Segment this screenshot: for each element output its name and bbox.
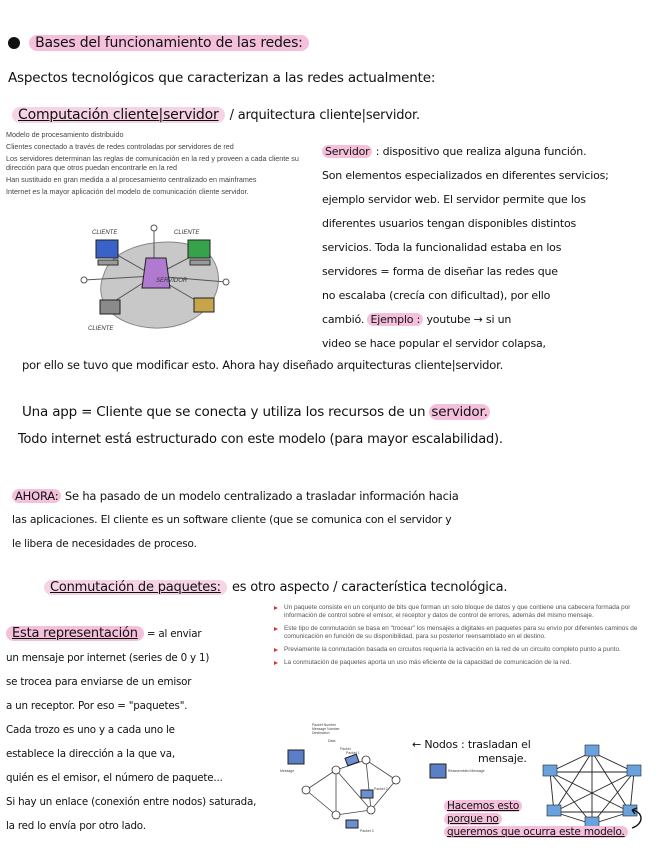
packet-icon [345, 754, 359, 766]
ahora-line: las aplicaciones. El cliente es un software cliente (que se comunica con el servidor y [12, 513, 452, 526]
hacemos-line-1: Hacemos esto [444, 800, 522, 812]
mesh-computer-icon [543, 765, 557, 776]
section-title-row [8, 32, 368, 51]
packet-icon [361, 790, 373, 798]
diagram2-label: Packet [340, 747, 351, 751]
packet-bullet: Previamente la conmutación basada en circuitos requería la activación en la red de un circuito completo punto a punto. [274, 646, 642, 654]
ahora-line: Se ha pasado de un modelo centralizado a trasladar información hacia [64, 489, 459, 503]
representation-label: Esta representación [6, 626, 144, 641]
printed-notes [6, 130, 306, 196]
diagram2-label: Packet 2 [374, 787, 388, 791]
packet-bullet: Un paquete consiste en un conjunto de bits que forman un solo bloque de datos y que contiene una cabecera formada por información de control sobre el emisor, el receptor y datos de control de errores, además del mismo mensaje. [274, 604, 642, 620]
receiver-diagram [420, 760, 485, 800]
diagram-client-label: CLIENTE [92, 230, 118, 236]
printed-note: Internet es la mayor aplicación del modelo de comunicación cliente servidor. [6, 187, 249, 196]
printed-note: Modelo de procesamiento distribuido [6, 130, 124, 139]
printed-note: Han sustituido en gran medida a al procesamiento centralizado en mainframes [6, 175, 257, 184]
servidor-line: Son elementos especializados en diferentes servicios; [322, 169, 609, 182]
example-label: Ejemplo : [367, 313, 423, 326]
hacemos-line-3: queremos que ocurra este modelo. [444, 826, 628, 838]
representation-line: Si hay un enlace (conexión entre nodos) saturada, [6, 796, 257, 808]
nodos-note [412, 738, 531, 766]
sender-computer-icon [288, 750, 304, 764]
example-text: youtube → si un [426, 313, 512, 326]
representation-line: establece la dirección a la que va, [6, 748, 175, 760]
curved-arrow-icon [626, 806, 648, 830]
diagram2-label: Reassembled Message [448, 769, 485, 773]
packet-bullets [274, 604, 642, 672]
diagram-server-label: SERVIDOR [156, 278, 188, 284]
diagram2-label: Message Number [312, 727, 340, 731]
receiver-computer-icon [430, 764, 446, 778]
representation-note [6, 622, 306, 838]
servidor-line: servidores = forma de diseñar las redes que [322, 265, 558, 278]
subtitle: Aspectos tecnológicos que caracterizan a las redes actualmente: [8, 70, 436, 86]
hacemos-note [444, 800, 628, 839]
representation-line: quién es el emisor, el número de paquete... [6, 772, 223, 784]
mesh-computer-icon [627, 765, 641, 776]
printed-note: Los servidores determinan las reglas de comunicación en la red y proveen a cada cliente su dirección para que otros puedan encontrarle en la red [6, 154, 299, 172]
representation-line: se trocea para enviarse de un emisor [6, 676, 192, 688]
servidor-line: ejemplo servidor web. El servidor permite que los [322, 193, 586, 206]
packet-bullet: La conmutación de paquetes aporta un uso más eficiente de la capacidad de comunicación de la red. [274, 659, 642, 667]
servidor-line: no escalaba (crecía con dificultad), por ello [322, 289, 551, 302]
servidor-line: cambió. [322, 313, 365, 326]
servidor-line: video se hace popular el servidor colapsa, [322, 337, 546, 350]
arrow-left-icon: ← [412, 738, 422, 751]
servidor-word: servidor. [431, 404, 488, 420]
servidor-note [322, 140, 652, 356]
continuation-line: por ello se tuvo que modificar esto. Ahora hay diseñado arquitecturas cliente|servidor. [22, 358, 504, 372]
diagram2-label: Packet Number [312, 723, 337, 727]
servidor-line: servicios. Toda la funcionalidad estaba en los [322, 241, 562, 254]
app-line-1: Una app = Cliente que se conecta y utiliza los recursos de un servidor. [22, 404, 488, 420]
section2-heading-row [44, 576, 507, 595]
heading-rest: / arquitectura cliente|servidor. [229, 108, 420, 123]
diagram-client-label: CLIENTE [88, 326, 114, 332]
diagram2-label: Message [280, 769, 295, 773]
representation-line: a un receptor. Por eso = "paquetes". [6, 700, 188, 712]
hacemos-line-2: porque no [444, 813, 502, 825]
section2-heading: Conmutación de paquetes: [44, 580, 227, 595]
mesh-computer-icon [585, 745, 599, 756]
heading-row [12, 104, 420, 123]
servidor-term: Servidor [322, 145, 372, 158]
printed-note: Clientes conectado a través de redes controladas por servidores de red [6, 142, 234, 151]
packet-icon [346, 820, 358, 828]
servidor-line: diferentes usuarios tengan disponibles distintos [322, 217, 577, 230]
diagram2-label: Packet 3 [360, 829, 374, 833]
packet-switching-diagram [276, 720, 416, 840]
nodos-text: : trasladan el [461, 738, 531, 751]
representation-line: = al enviar [146, 628, 202, 640]
diagram2-label: Data [328, 739, 336, 743]
nodos-text-2: mensaje. [478, 752, 527, 765]
section-title: Bases del funcionamiento de las redes: [29, 35, 309, 51]
client-computer-icon [194, 298, 214, 312]
heading-client-server: Computación cliente|servidor [12, 107, 225, 123]
representation-line: un mensaje por internet (series de 0 y 1) [6, 652, 210, 664]
client-computer-icon [188, 240, 210, 258]
diagram2-label: Packet 1 [346, 751, 360, 755]
representation-line: Cada trozo es uno y a cada uno le [6, 724, 175, 736]
ahora-line: le libera de necesidades de proceso. [12, 538, 197, 550]
servidor-line: : dispositivo que realiza alguna función. [375, 145, 587, 158]
diagram-client-label: CLIENTE [174, 230, 200, 236]
representation-line: la red lo envía por otro lado. [6, 820, 146, 832]
client-computer-icon [100, 300, 120, 314]
ahora-label: AHORA: [12, 489, 61, 503]
nodos-word: Nodos [424, 738, 458, 751]
app-line-2: Todo internet está estructurado con este modelo (para mayor escalabilidad). [18, 432, 503, 447]
ahora-note [12, 484, 652, 556]
client-computer-icon [96, 240, 118, 258]
bullet-dot [8, 37, 20, 49]
packet-bullet: Este tipo de conmutación se basa en "trocear" los mensajes a digitales en paquetes para su envío por diferentes caminos de comunicación en función de su disponibilidad, para su posterior reensamblado en el destino. [274, 625, 642, 641]
diagram2-label: Destination [312, 731, 330, 735]
client-server-diagram [74, 218, 234, 336]
section2-heading-rest: es otro aspecto / característica tecnológica. [231, 580, 508, 595]
